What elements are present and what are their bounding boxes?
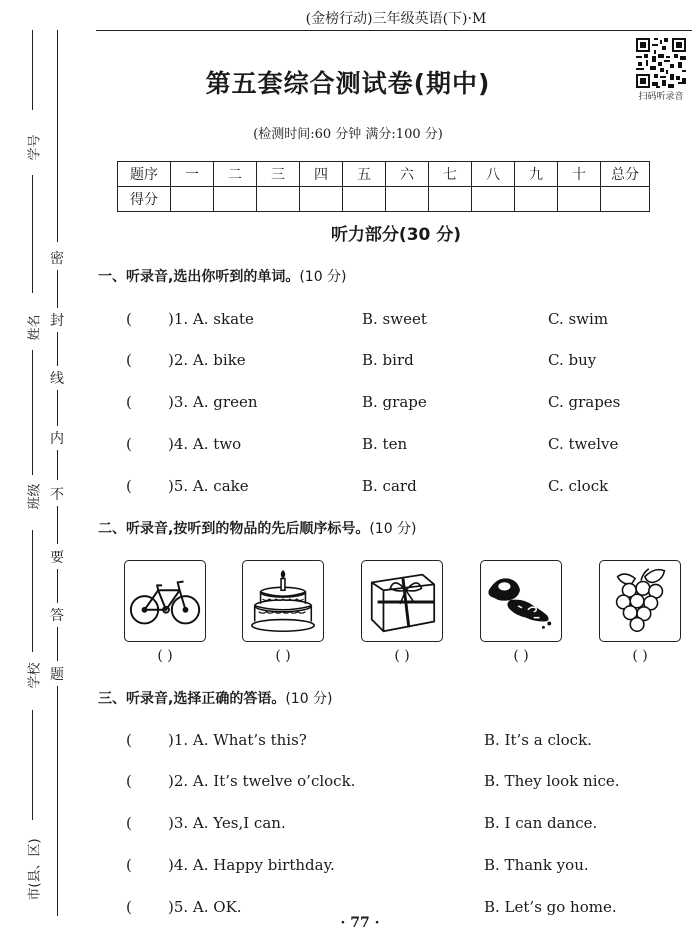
option-b: B. I can dance.	[484, 814, 598, 832]
bicycle-icon	[124, 560, 206, 642]
spilled-ink-icon	[480, 560, 562, 642]
score-cell[interactable]	[515, 187, 558, 212]
class-label: 班级	[27, 483, 43, 510]
score-cell[interactable]	[558, 187, 601, 212]
option-a: )3. A. green	[168, 393, 258, 411]
table-cell: 总分	[601, 162, 650, 187]
option-a: )3. A. Yes,I can.	[168, 814, 286, 832]
option-c: C. buy	[548, 351, 597, 369]
seal-char: 线	[50, 371, 64, 387]
city-label: 市(县、区)	[27, 838, 43, 901]
option-a: )5. A. cake	[168, 477, 249, 495]
score-cell[interactable]	[300, 187, 343, 212]
score-cell[interactable]	[429, 187, 472, 212]
option-c: C. swim	[548, 310, 609, 328]
option-b: B. ten	[362, 435, 408, 453]
answer-bracket[interactable]: (	[126, 814, 132, 832]
table-cell: 六	[386, 162, 429, 187]
score-cell[interactable]	[214, 187, 257, 212]
table-cell: 四	[300, 162, 343, 187]
name-label: 姓名	[27, 314, 43, 341]
seal-char: 要	[50, 550, 64, 566]
seal-char: 答	[50, 608, 64, 624]
answer-blank[interactable]: ( )	[275, 648, 291, 664]
answer-bracket[interactable]: (	[126, 393, 132, 411]
seal-char: 题	[50, 667, 64, 683]
table-row	[118, 162, 650, 187]
score-cell[interactable]	[386, 187, 429, 212]
answer-bracket[interactable]: (	[126, 772, 132, 790]
option-b: B. Thank you.	[484, 856, 589, 874]
table-cell: 得分	[118, 187, 171, 212]
section-1-text: 一、听录音,选出你听到的单词。	[98, 269, 300, 285]
qr-code-icon	[636, 38, 686, 88]
student-id-label: 学号	[27, 134, 43, 161]
section-1-title	[98, 266, 347, 286]
answer-blank[interactable]: ( )	[157, 648, 173, 664]
seal-char: 不	[50, 487, 64, 503]
score-cell[interactable]	[601, 187, 650, 212]
option-b: B. bird	[362, 351, 414, 369]
score-cell[interactable]	[171, 187, 214, 212]
option-a: )2. A. It’s twelve o’clock.	[168, 772, 356, 790]
option-a: )5. A. OK.	[168, 898, 242, 916]
seal-char: 密	[50, 251, 64, 267]
table-cell: 题序	[118, 162, 171, 187]
answer-bracket[interactable]: (	[126, 477, 132, 495]
option-c: C. grapes	[548, 393, 621, 411]
seal-char: 封	[50, 313, 64, 329]
score-cell[interactable]	[257, 187, 300, 212]
table-cell: 二	[214, 162, 257, 187]
seal-char: 内	[50, 431, 64, 447]
option-b: B. Let’s go home.	[484, 898, 617, 916]
answer-bracket[interactable]: (	[126, 310, 132, 328]
section-2-title	[98, 518, 417, 538]
section-3-text: 三、听录音,选择正确的答语。	[98, 691, 286, 707]
section-3-title	[98, 688, 333, 708]
option-a: )4. A. two	[168, 435, 242, 453]
answer-bracket[interactable]: (	[126, 731, 132, 749]
option-a: )1. A. What’s this?	[168, 731, 307, 749]
answer-bracket[interactable]: (	[126, 351, 132, 369]
table-cell: 八	[472, 162, 515, 187]
answer-bracket[interactable]: (	[126, 898, 132, 916]
table-cell: 一	[171, 162, 214, 187]
table-cell: 十	[558, 162, 601, 187]
option-b: B. sweet	[362, 310, 427, 328]
part-title: 听力部分(30 分)	[330, 225, 462, 245]
option-a: )4. A. Happy birthday.	[168, 856, 335, 874]
table-cell: 五	[343, 162, 386, 187]
qr-label: 扫码听录音	[638, 92, 684, 102]
table-cell: 九	[515, 162, 558, 187]
gift-box-icon	[361, 560, 443, 642]
score-table	[117, 161, 650, 212]
birthday-cake-icon	[242, 560, 324, 642]
answer-blank[interactable]: ( )	[394, 648, 410, 664]
score-cell[interactable]	[343, 187, 386, 212]
answer-bracket[interactable]: (	[126, 856, 132, 874]
page-number: · 77 ·	[340, 915, 380, 931]
section-3-points: (10 分)	[285, 691, 333, 707]
option-b: B. They look nice.	[484, 772, 620, 790]
running-header: (金榜行动)三年级英语(下)·M	[305, 11, 487, 27]
grapes-icon	[599, 560, 681, 642]
header-rule	[96, 30, 692, 31]
option-a: )2. A. bike	[168, 351, 246, 369]
page-title: 第五套综合测试卷(期中)	[205, 69, 491, 98]
school-label: 学校	[27, 662, 43, 689]
option-c: C. clock	[548, 477, 609, 495]
section-2-points: (10 分)	[369, 521, 417, 537]
section-1-points: (10 分)	[299, 269, 347, 285]
exam-info: (检测时间:60 分钟 满分:100 分)	[253, 127, 443, 142]
option-c: C. twelve	[548, 435, 619, 453]
option-a: )1. A. skate	[168, 310, 254, 328]
answer-bracket[interactable]: (	[126, 435, 132, 453]
option-b: B. card	[362, 477, 417, 495]
score-cell[interactable]	[472, 187, 515, 212]
answer-blank[interactable]: ( )	[632, 648, 648, 664]
option-b: B. grape	[362, 393, 427, 411]
section-2-text: 二、听录音,按听到的物品的先后顺序标号。	[98, 521, 370, 537]
answer-blank[interactable]: ( )	[513, 648, 529, 664]
option-b: B. It’s a clock.	[484, 731, 592, 749]
table-cell: 三	[257, 162, 300, 187]
table-row	[118, 187, 650, 212]
table-cell: 七	[429, 162, 472, 187]
